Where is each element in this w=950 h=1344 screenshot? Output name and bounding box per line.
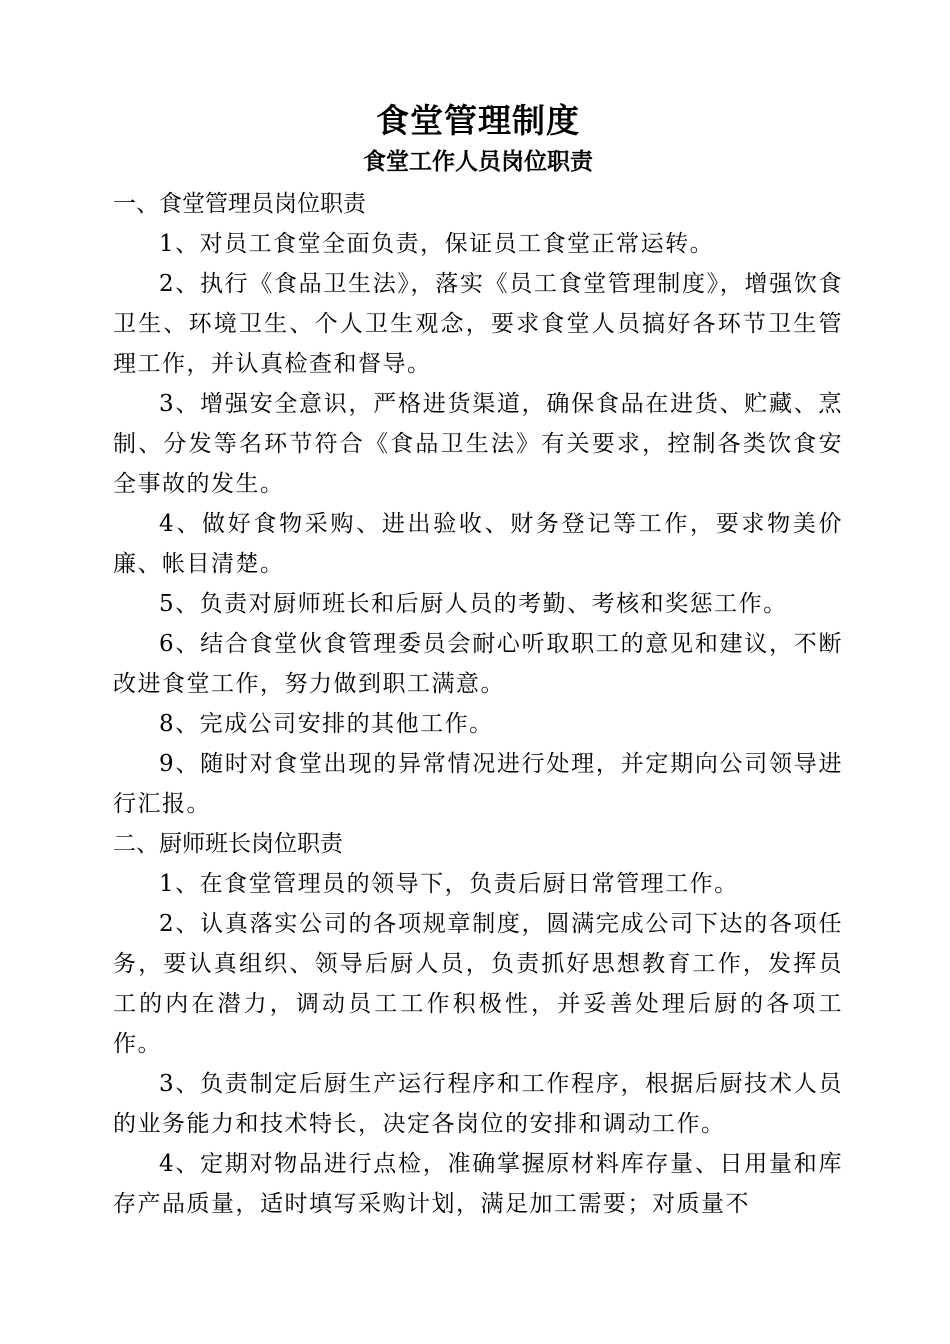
duty-item: 3、负责制定后厨生产运行程序和工作程序，根据后厨技术人员的业务能力和技术特长，决定各岗位的安排和调动工作。 <box>113 1071 843 1137</box>
document-subtitle: 食堂工作人员岗位职责 <box>363 149 593 175</box>
duty-item: 8、完成公司安排的其他工作。 <box>159 711 494 737</box>
document-page <box>113 96 843 1224</box>
section-heading: 一、食堂管理员岗位职责 <box>113 191 366 217</box>
duty-item: 5、负责对厨师班长和后厨人员的考勤、考核和奖惩工作。 <box>159 591 788 617</box>
section-manager-duties <box>113 184 843 824</box>
duty-item: 4、做好食物采购、进出验收、财务登记等工作，要求物美价廉、帐目清楚。 <box>113 511 843 577</box>
duty-item: 1、对员工食堂全面负责，保证员工食堂正常运转。 <box>159 231 715 257</box>
duty-item: 2、认真落实公司的各项规章制度，圆满完成公司下达的各项任务，要认真组织、领导后厨人员，负责抓好思想教育工作，发挥员工的内在潜力，调动员工工作积极性，并妥善处理后厨的各项工作。 <box>113 911 843 1057</box>
duty-item: 1、在食堂管理员的领导下，负责后厨日常管理工作。 <box>159 871 739 897</box>
duty-item: 4、定期对物品进行点检，准确掌握原材料库存量、日用量和库存产品质量，适时填写采购计划，满足加工需要；对质量不 <box>113 1151 843 1217</box>
section-head-chef-duties <box>113 824 843 1224</box>
document-title: 食堂管理制度 <box>376 101 580 140</box>
duty-item: 3、增强安全意识，严格进货渠道，确保食品在进货、贮藏、烹制、分发等名环节符合《食品卫生法》有关要求，控制各类饮食安全事故的发生。 <box>113 391 843 497</box>
section-heading: 二、厨师班长岗位职责 <box>113 831 343 857</box>
duty-item: 9、随时对食堂出现的异常情况进行处理，并定期向公司领导进行汇报。 <box>113 751 843 817</box>
duty-item: 2、执行《食品卫生法》，落实《员工食堂管理制度》，增强饮食卫生、环境卫生、个人卫生观念，要求食堂人员搞好各环节卫生管理工作，并认真检查和督导。 <box>113 271 843 377</box>
duty-item: 6、结合食堂伙食管理委员会耐心听取职工的意见和建议，不断改进食堂工作，努力做到职工满意。 <box>113 631 843 697</box>
